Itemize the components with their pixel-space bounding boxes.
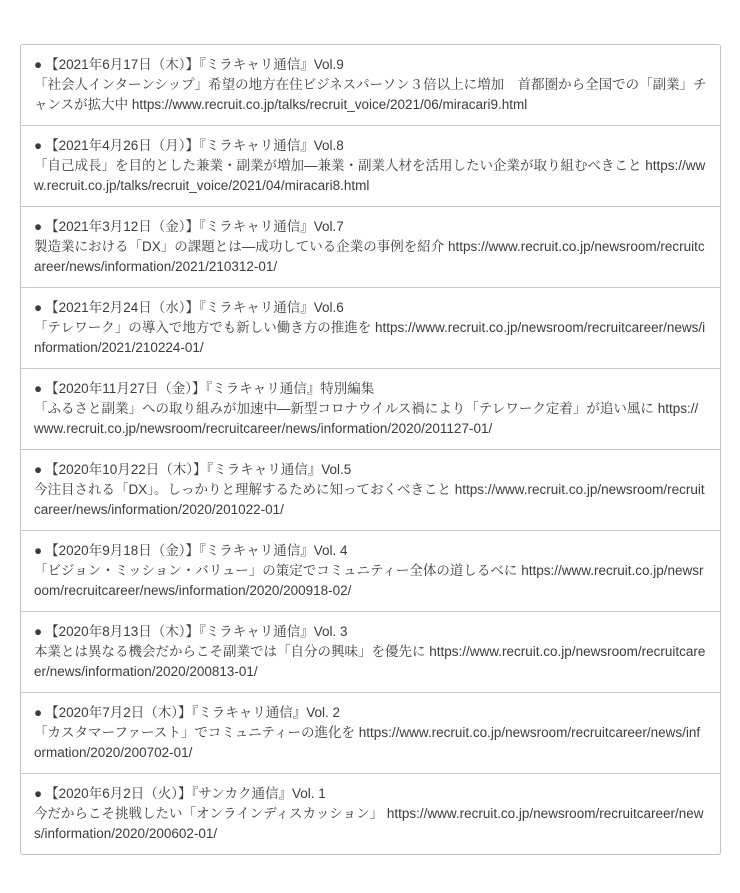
item-body (34, 156, 707, 196)
bullet-icon: ● (34, 381, 43, 396)
item-description: 今だからこそ挑戦したい「オンラインディスカッション」 (34, 806, 384, 821)
item-description: 「ビジョン・ミッション・バリュー」の策定でコミュニティー全体の道しるべに (34, 563, 518, 578)
item-title: 【2020年10月22日（木）】『ミラキャリ通信』Vol.5 (45, 462, 352, 477)
item-description: 「カスタマーファースト」でコミュニティーの進化を (34, 725, 356, 740)
list-item (21, 206, 720, 287)
item-url: https://www.recruit.co.jp/newsroom/recruitcareer/news/information/2021/210224-01/ (34, 320, 706, 355)
list-item (21, 45, 720, 125)
item-title: 【2020年6月2日（火）】『サンカク通信』Vol. 1 (45, 786, 326, 801)
bullet-icon: ● (34, 138, 43, 153)
item-header (34, 217, 707, 237)
item-url: https://www.recruit.co.jp/talks/recruit_voice/2021/06/miracari9.html (131, 97, 528, 112)
item-header (34, 784, 707, 804)
item-body (34, 399, 707, 439)
item-url: https://www.recruit.co.jp/newsroom/recruitcareer/news/information/2020/200918-02/ (34, 563, 704, 598)
item-body (34, 804, 707, 844)
item-url: https://www.recruit.co.jp/newsroom/recruitcareer/news/information/2020/201022-01/ (34, 482, 705, 517)
item-description: 製造業における「DX」の課題とは—成功している企業の事例を紹介 (34, 239, 445, 254)
item-url: https://www.recruit.co.jp/newsroom/recruitcareer/news/information/2020/201127-01/ (34, 401, 699, 436)
item-header (34, 460, 707, 480)
item-description: 「社会人インターンシップ」希望の地方在住ビジネスパーソン３倍以上に増加 首都圏から全国での「副業」チャンスが拡大中 (34, 77, 707, 112)
item-description: 今注目される「DX」。しっかりと理解するために知っておくべきこと (34, 482, 452, 497)
item-body (34, 237, 707, 277)
item-header (34, 541, 707, 561)
bullet-icon: ● (34, 300, 43, 315)
item-title: 【2021年3月12日（金）】『ミラキャリ通信』Vol.7 (45, 219, 344, 234)
item-header (34, 379, 707, 399)
list-item (21, 773, 720, 854)
news-archive-table (20, 44, 721, 855)
list-item (21, 287, 720, 368)
bullet-icon: ● (34, 543, 43, 558)
item-header (34, 298, 707, 318)
item-header (34, 703, 707, 723)
item-header (34, 55, 707, 75)
bullet-icon: ● (34, 219, 43, 234)
list-item (21, 368, 720, 449)
item-header (34, 622, 707, 642)
bullet-icon: ● (34, 786, 43, 801)
list-item (21, 449, 720, 530)
item-header (34, 136, 707, 156)
item-description: 「テレワーク」の導入で地方でも新しい働き方の推進を (34, 320, 372, 335)
bullet-icon: ● (34, 462, 43, 477)
list-item (21, 692, 720, 773)
list-item (21, 125, 720, 206)
item-title: 【2020年8月13日（木）】『ミラキャリ通信』Vol. 3 (45, 624, 348, 639)
item-url: https://www.recruit.co.jp/newsroom/recruitcareer/news/information/2020/200602-01/ (34, 806, 704, 841)
item-body (34, 75, 707, 115)
bullet-icon: ● (34, 57, 43, 72)
item-title: 【2020年11月27日（金）】『ミラキャリ通信』特別編集 (45, 381, 375, 396)
item-title: 【2020年7月2日（木）】『ミラキャリ通信』Vol. 2 (45, 705, 340, 720)
item-body (34, 318, 707, 358)
item-description: 本業とは異なる機会だからこそ副業では「自分の興味」を優先に (34, 644, 426, 659)
bullet-icon: ● (34, 624, 43, 639)
bullet-icon: ● (34, 705, 43, 720)
item-title: 【2020年9月18日（金）】『ミラキャリ通信』Vol. 4 (45, 543, 348, 558)
item-body (34, 723, 707, 763)
item-title: 【2021年6月17日（木）】『ミラキャリ通信』Vol.9 (45, 57, 344, 72)
item-title: 【2021年2月24日（水）】『ミラキャリ通信』Vol.6 (45, 300, 344, 315)
item-description: 「自己成長」を目的とした兼業・副業が増加—兼業・副業人材を活用したい企業が取り組むべきこと (34, 158, 642, 173)
item-url: https://www.recruit.co.jp/newsroom/recruitcareer/news/information/2020/200702-01/ (34, 725, 701, 760)
item-body (34, 561, 707, 601)
item-body (34, 642, 707, 682)
item-url: https://www.recruit.co.jp/newsroom/recruitcareer/news/information/2020/200813-01/ (34, 644, 706, 679)
item-description: 「ふるさと副業」への取り組みが加速中—新型コロナウイルス禍により「テレワーク定着」が追い風に (34, 401, 654, 416)
item-url: https://www.recruit.co.jp/newsroom/recruitcareer/news/information/2021/210312-01/ (34, 239, 705, 274)
item-body (34, 480, 707, 520)
list-item (21, 530, 720, 611)
item-url: https://www.recruit.co.jp/talks/recruit_voice/2021/04/miracari8.html (34, 158, 706, 193)
list-item (21, 611, 720, 692)
item-title: 【2021年4月26日（月）】『ミラキャリ通信』Vol.8 (45, 138, 344, 153)
